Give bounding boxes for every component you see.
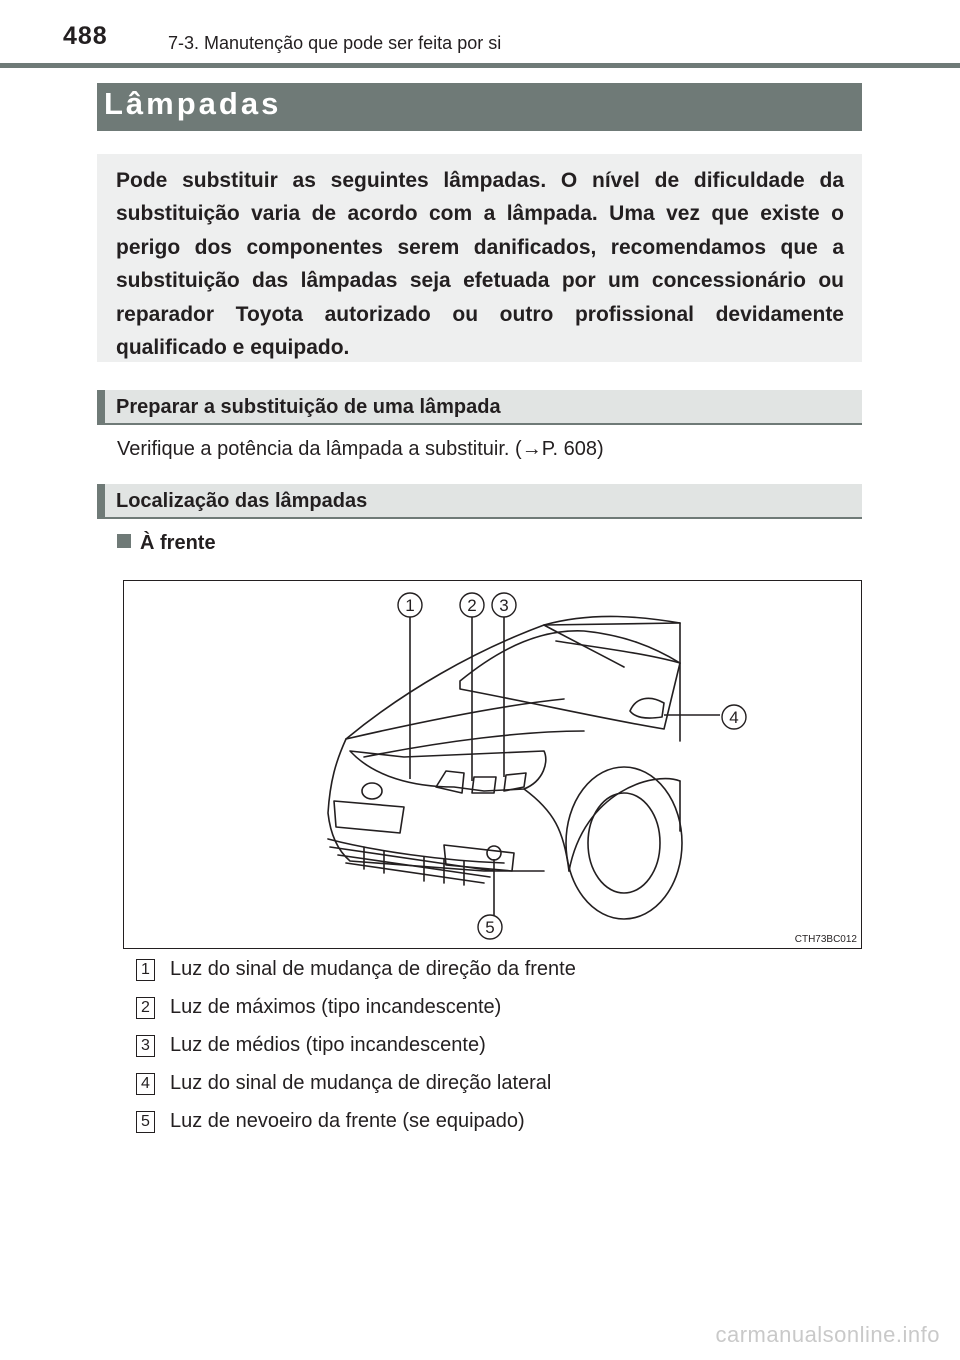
subheading-label: À frente — [140, 532, 216, 554]
legend-number: 1 — [136, 959, 155, 981]
callout-3-label: 3 — [499, 596, 509, 615]
page-number: 488 — [63, 22, 108, 50]
section-heading-location — [97, 484, 862, 519]
intro-text: Pode substituir as seguintes lâmpadas. O nível de dificuldade da substituição varia de acordo com a lâmpada. Uma vez que existe o perigo dos componentes serem danificados, recomendamos que a substituição das lâmpadas seja efetuada por um concessionário ou reparador Toyota autorizado ou outro profissional devidamente qualificado e equipado. — [116, 169, 844, 360]
legend-text: Luz de máximos (tipo incandescente) — [170, 996, 502, 1018]
watermark: carmanualsonline.info — [715, 1322, 940, 1347]
legend-number: 4 — [136, 1073, 155, 1095]
prepare-text: Verifique a potência da lâmpada a substituir. (→P. 608) — [117, 438, 604, 460]
page-title: Lâmpadas — [104, 86, 282, 121]
section-heading-label: Localização das lâmpadas — [116, 490, 368, 512]
callout-4-label: 4 — [729, 708, 739, 727]
legend-number: 5 — [136, 1111, 155, 1133]
section-heading-label: Preparar a substituição de uma lâmpada — [116, 396, 501, 418]
square-bullet-icon — [117, 534, 131, 548]
car-front-figure — [123, 580, 862, 949]
legend-text: Luz de médios (tipo incandescente) — [170, 1034, 486, 1056]
callout-5-label: 5 — [485, 918, 495, 937]
legend-text: Luz do sinal de mudança de direção lateral — [170, 1072, 552, 1094]
car-illustration — [124, 581, 861, 948]
section-heading-prepare — [97, 390, 862, 425]
legend-number: 2 — [136, 997, 155, 1019]
legend-number: 3 — [136, 1035, 155, 1057]
callout-2-label: 2 — [467, 596, 477, 615]
subheading-front — [117, 532, 216, 555]
figure-code: CTH73BC012 — [794, 934, 857, 945]
legend-text: Luz do sinal de mudança de direção da frente — [170, 958, 576, 980]
legend-text: Luz de nevoeiro da frente (se equipado) — [170, 1110, 525, 1132]
header-divider — [0, 63, 960, 68]
callout-1-label: 1 — [405, 596, 415, 615]
chapter-title: 7-3. Manutenção que pode ser feita por si — [168, 33, 502, 53]
